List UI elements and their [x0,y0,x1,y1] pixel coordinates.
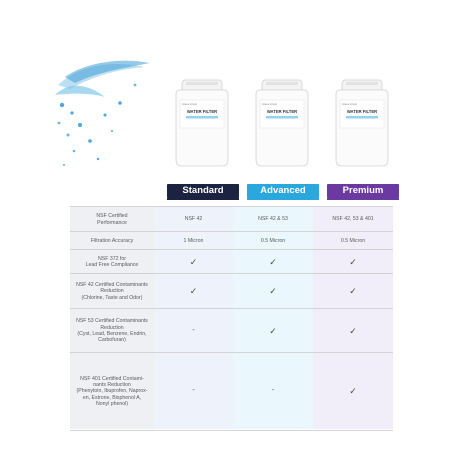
table-row [70,352,393,431]
product-name: WATER FILTER [266,109,298,114]
product-name: WATER FILTER [186,109,218,114]
tier-accent-bar [167,198,239,200]
not-included-dash: - [271,387,275,395]
row-label: NSF 53 Certified Contaminants Reduction (Cyst, Lead, Benzene, Endrin, Carbofuran) [76,318,148,344]
row-label: NSF Certified Performance [96,213,128,226]
comparison-table [70,206,393,429]
row-value: NSF 42 & 53 [258,216,288,223]
row-label: NSF 401 Certified Contami- nants Reduction (Phenytoin, Ibuprofen, Naprox- en, Estrone, Bisphenol A, Nonyl phenol) [76,375,148,407]
check-icon: ✓ [269,286,277,297]
row-value: 1 Micron [183,237,204,244]
product-brand: Aqua Crest [182,102,198,106]
tier-accent-bar [247,198,319,200]
water-splash-image [50,55,160,175]
row-value: NSF 42, 53 & 401 [332,216,374,223]
product-name: WATER FILTER [346,109,378,114]
product-advanced-image [248,78,316,168]
table-row [70,231,393,250]
check-icon: ✓ [269,256,277,267]
check-icon: ✓ [349,325,357,336]
row-value: NSF 42 [184,216,203,223]
tier-label: Standard [182,185,224,196]
check-icon: ✓ [189,256,198,267]
table-row [70,308,393,353]
row-label: NSF 372 for Lead Free Compliance [85,255,139,268]
product-premium-image [328,78,396,168]
product-brand: Aqua Crest [262,102,278,106]
tier-label: Premium [342,185,384,196]
check-icon: ✓ [269,325,277,336]
check-icon: ✓ [189,286,198,297]
product-brand: Aqua Crest [342,102,358,106]
row-label: NSF 42 Certified Contaminants Reduction (Chlorine, Taste and Odor) [76,282,148,301]
not-included-dash: - [192,387,195,395]
check-icon: ✓ [349,256,357,267]
check-icon: ✓ [349,286,357,297]
tier-accent-bar [327,198,399,200]
not-included-dash: - [192,326,195,334]
product-standard-image [168,78,236,168]
tier-header-standard [167,184,239,198]
tier-header-advanced [247,184,319,198]
row-value: 0.5 Micron [340,237,366,244]
check-icon: ✓ [349,386,357,397]
tier-header-premium [327,184,399,198]
table-row [70,206,393,232]
row-value: 0.5 Micron [260,237,286,244]
tier-label: Advanced [260,185,306,196]
table-row [70,249,393,274]
row-label: Filtration Accuracy [90,237,134,244]
table-row [70,273,393,309]
